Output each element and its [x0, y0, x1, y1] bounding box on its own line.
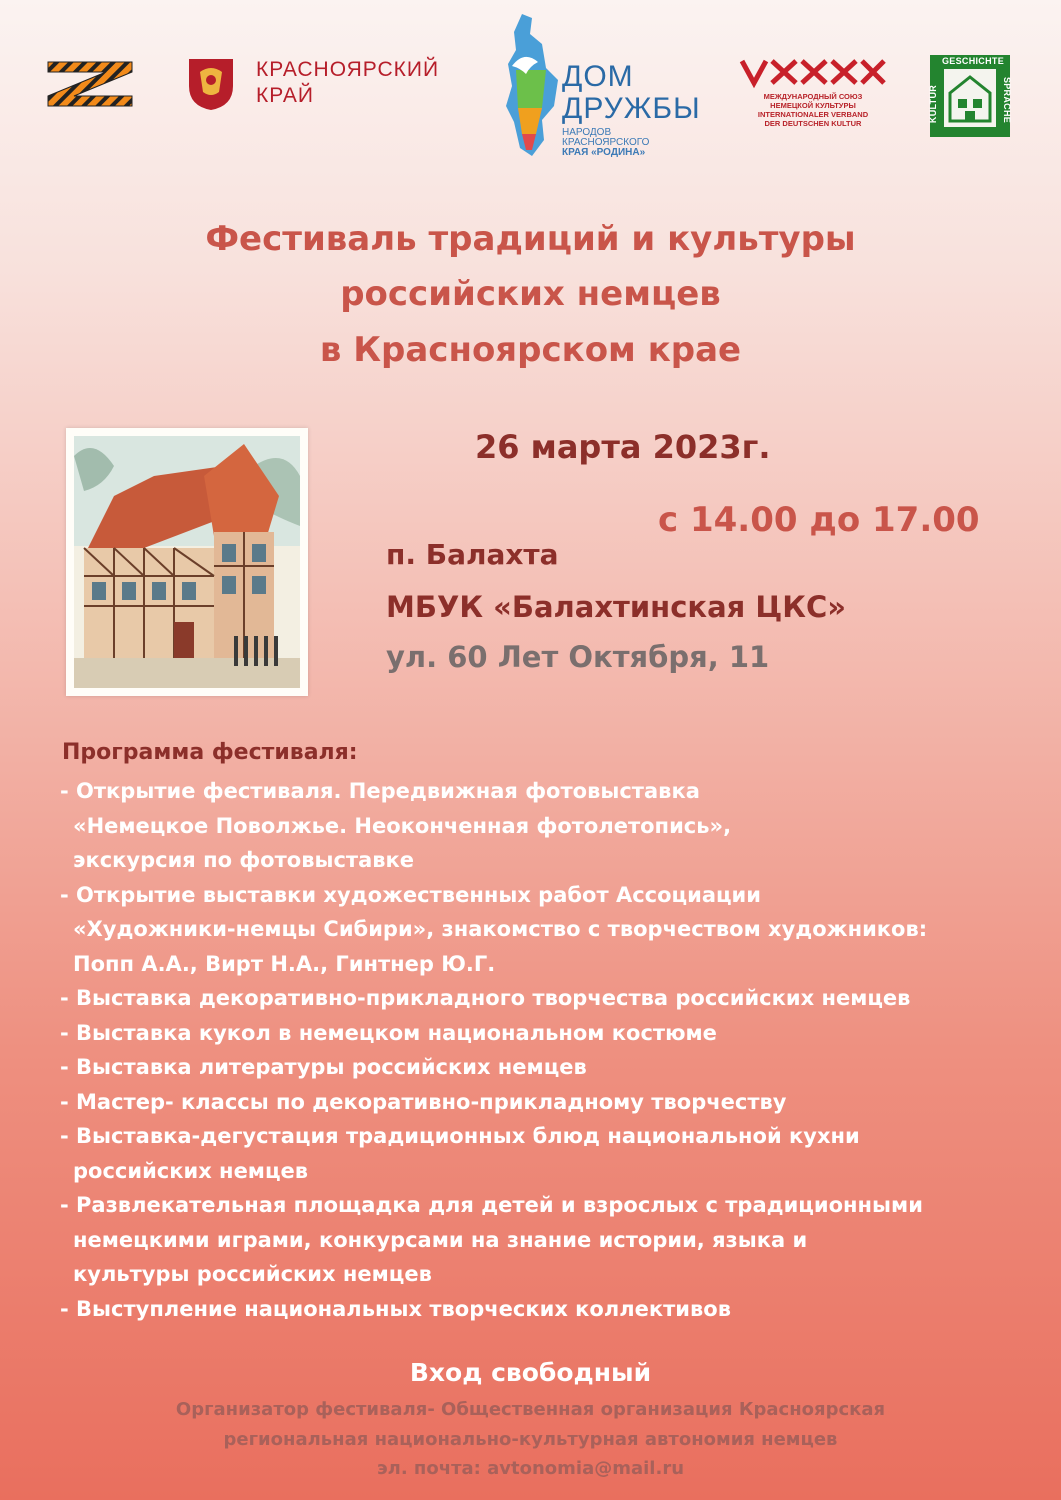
event-address: ул. 60 Лет Октября, 11 [386, 640, 770, 674]
dom-druzhby-logo [502, 10, 717, 160]
event-organization: МБУК «Балахтинская ЦКС» [386, 590, 846, 624]
ornament-icon [738, 55, 888, 89]
organizer-line1: Организатор фестиваля- Общественная организация Красноярская [175, 1399, 886, 1420]
krasnoyarsk-logo-line2: КРАЙ [256, 84, 314, 107]
ivdk-line3: INTERNATIONALER VERBAND [757, 110, 869, 119]
dom-druzhby-small3: КРАЯ «РОДИНА» [562, 147, 646, 158]
organizer-email: эл. почта: avtonomia@mail.ru [376, 1458, 685, 1479]
dom-druzhby-line1: ДОМ [562, 60, 634, 93]
program-line: - Выставка литературы российских немцев [60, 1055, 587, 1079]
program-line: «Немецкое Поволжье. Неоконченная фотолетопись», [73, 813, 732, 838]
house-icon [944, 69, 996, 127]
program-line: «Художники-немцы Сибири», знакомство с творчеством художников: [73, 917, 928, 941]
program-list [60, 774, 1050, 1326]
dom-druzhby-small2: КРАСНОЯРСКОГО [562, 137, 650, 148]
program-line: - Развлекательная площадка для детей и взрослых с традиционными [60, 1193, 923, 1217]
krasnoyarsk-logo [186, 56, 466, 112]
kgs-right-label: SPRACHE [1002, 76, 1013, 124]
krasnoyarsk-logo-line1: КРАСНОЯРСКИЙ [256, 58, 440, 81]
event-place: п. Балахта [386, 538, 559, 571]
house-painting-image [66, 428, 308, 696]
festival-title-line3: в Красноярском крае [319, 330, 742, 370]
st-george-ribbon-z-icon [44, 58, 136, 110]
ivdk-line2: НЕМЕЦКОЙ КУЛЬТУРЫ [770, 101, 856, 110]
organizer-line2: региональная национально-культурная автономия немцев [223, 1429, 838, 1450]
event-date: 26 марта 2023г. [475, 428, 771, 466]
dove-map-icon [502, 10, 562, 160]
free-entry-text: Вход свободный [409, 1358, 652, 1387]
program-line: - Мастер- классы по декоративно-прикладному творчеству [60, 1089, 787, 1114]
ivdk-line4: DER DEUTSCHEN KULTUR [764, 119, 862, 128]
kultur-geschichte-sprache-logo [928, 55, 1013, 137]
program-line: российских немцев [73, 1158, 309, 1183]
ivdk-line1: МЕЖДУНАРОДНЫЙ СОЮЗ [763, 92, 863, 101]
program-line: экскурсия по фотовыставке [73, 848, 415, 872]
program-line: - Выставка-дегустация традиционных блюд национальной кухни [60, 1124, 860, 1148]
festival-title-line2: российских немцев [340, 274, 721, 314]
program-line: - Открытие выставки художественных работ Ассоциации [60, 882, 761, 907]
program-line: - Выступление национальных творческих коллективов [60, 1296, 732, 1321]
dom-druzhby-small1: НАРОДОВ [562, 127, 612, 138]
program-title: Программа фестиваля: [62, 740, 358, 765]
program-line: - Выставка кукол в немецком национальном костюме [60, 1020, 717, 1045]
program-line: - Выставка декоративно-прикладного творчества российских немцев [60, 986, 911, 1010]
event-time: с 14.00 до 17.00 [658, 500, 980, 540]
program-line: немецкими играми, конкурсами на знание истории, языка и [73, 1227, 808, 1252]
festival-title-line1: Фестиваль традиций и культуры [205, 219, 856, 259]
program-line: - Открытие фестиваля. Передвижная фотовыставка [60, 779, 700, 803]
krasnoyarsk-coat-of-arms-icon [186, 56, 236, 112]
ivdk-logo [738, 55, 893, 140]
dom-druzhby-line2: ДРУЖБЫ [562, 92, 701, 125]
program-line: Попп А.А., Вирт Н.А., Гинтнер Ю.Г. [73, 951, 496, 976]
kgs-left-label: KULTUR [928, 84, 939, 124]
kgs-top-label: GESCHICHTE [942, 56, 1005, 66]
program-line: культуры российских немцев [73, 1262, 432, 1286]
